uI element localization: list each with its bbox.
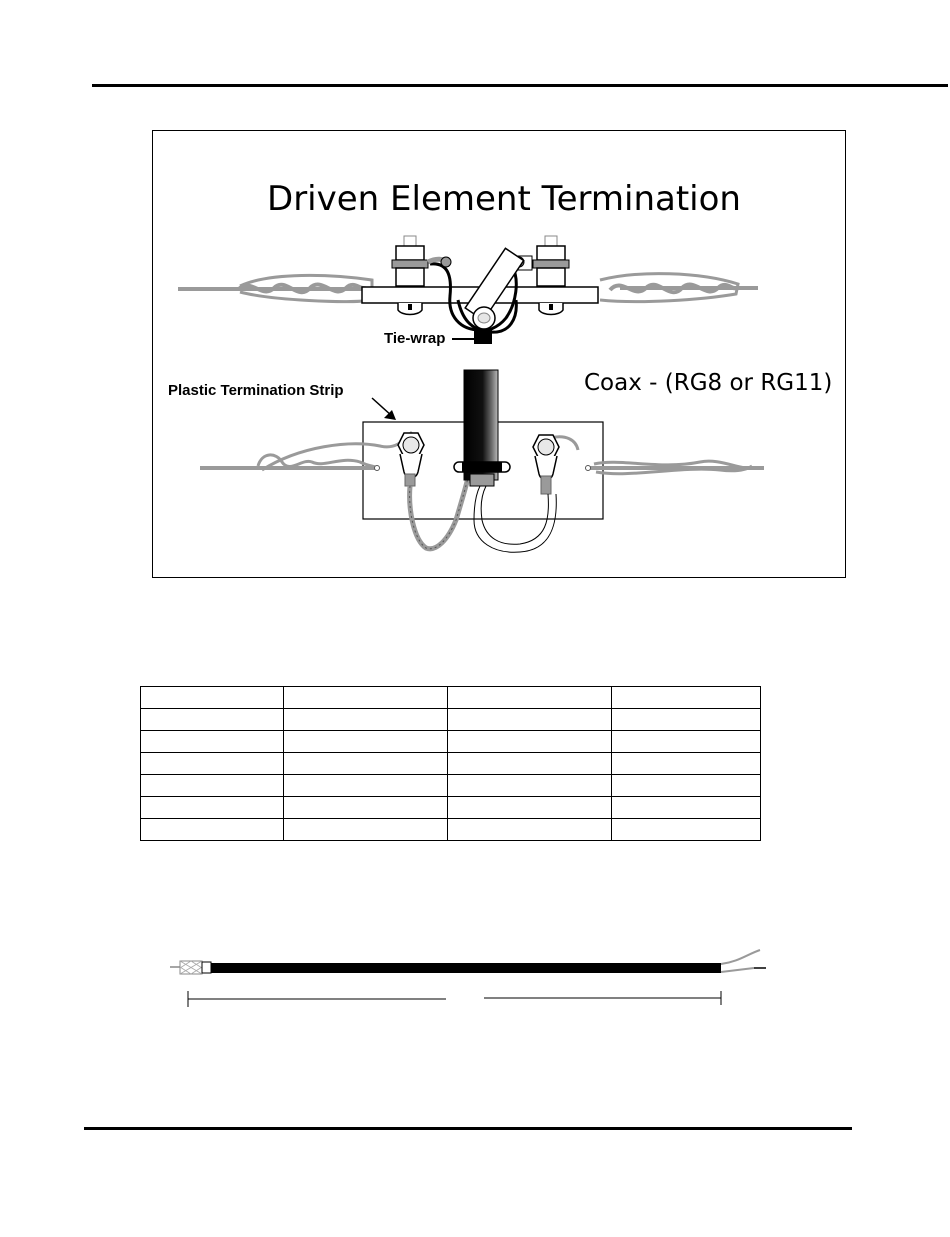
cable-pigtail-lower xyxy=(721,968,754,972)
coax-ferrule xyxy=(470,474,494,486)
bottom-rule xyxy=(84,1127,852,1130)
plastic-strip-label: Plastic Termination Strip xyxy=(168,382,344,399)
tie-wrap-label: Tie-wrap xyxy=(384,330,446,347)
table-row xyxy=(141,775,761,797)
table-cell xyxy=(448,687,612,709)
tie-wrap-block xyxy=(474,330,492,344)
table-cell xyxy=(141,731,284,753)
right-nut-top xyxy=(537,246,565,260)
table-row xyxy=(141,797,761,819)
coax-label: Coax - (RG8 or RG11) xyxy=(584,370,833,396)
table-cell xyxy=(612,797,761,819)
table-cell xyxy=(141,775,284,797)
diagram-title: Driven Element Termination xyxy=(267,179,741,219)
right-lug-band xyxy=(533,260,569,268)
cable-pigtail-upper xyxy=(721,950,760,964)
table-row xyxy=(141,819,761,841)
upper-assembly xyxy=(178,236,758,347)
table-cell xyxy=(284,731,448,753)
coax-cable-drawing xyxy=(170,950,766,1007)
table-row xyxy=(141,753,761,775)
table-cell xyxy=(141,819,284,841)
table-cell xyxy=(284,687,448,709)
table-cell xyxy=(141,753,284,775)
table-cell xyxy=(612,819,761,841)
table-cell xyxy=(284,753,448,775)
strip-arrow-head xyxy=(384,410,396,420)
left-nut-bottom xyxy=(396,268,424,286)
table-cell xyxy=(612,753,761,775)
table-cell xyxy=(448,819,612,841)
table-cell xyxy=(141,797,284,819)
table-row xyxy=(141,709,761,731)
table-cell xyxy=(448,709,612,731)
table-header-row xyxy=(141,687,761,709)
table-cell xyxy=(612,687,761,709)
left-lug-band xyxy=(392,260,428,268)
lower-assembly xyxy=(168,370,832,552)
table-cell xyxy=(448,797,612,819)
right-bolt-tip xyxy=(545,236,557,246)
table-cell xyxy=(284,709,448,731)
table-cell xyxy=(284,797,448,819)
table-cell xyxy=(284,775,448,797)
table-cell xyxy=(141,687,284,709)
table-cell xyxy=(448,731,612,753)
table-cell xyxy=(141,709,284,731)
table-cell xyxy=(448,775,612,797)
connector-ferrule xyxy=(202,962,211,973)
table-cell xyxy=(284,819,448,841)
table-row xyxy=(141,731,761,753)
table-cell xyxy=(612,709,761,731)
left-nut-top xyxy=(396,246,424,260)
left-bolt-tip xyxy=(404,236,416,246)
spec-table xyxy=(140,686,761,841)
table-cell xyxy=(612,731,761,753)
table-cell xyxy=(612,775,761,797)
right-nut-bottom xyxy=(537,268,565,286)
cable-jacket xyxy=(211,963,721,973)
table-cell xyxy=(448,753,612,775)
